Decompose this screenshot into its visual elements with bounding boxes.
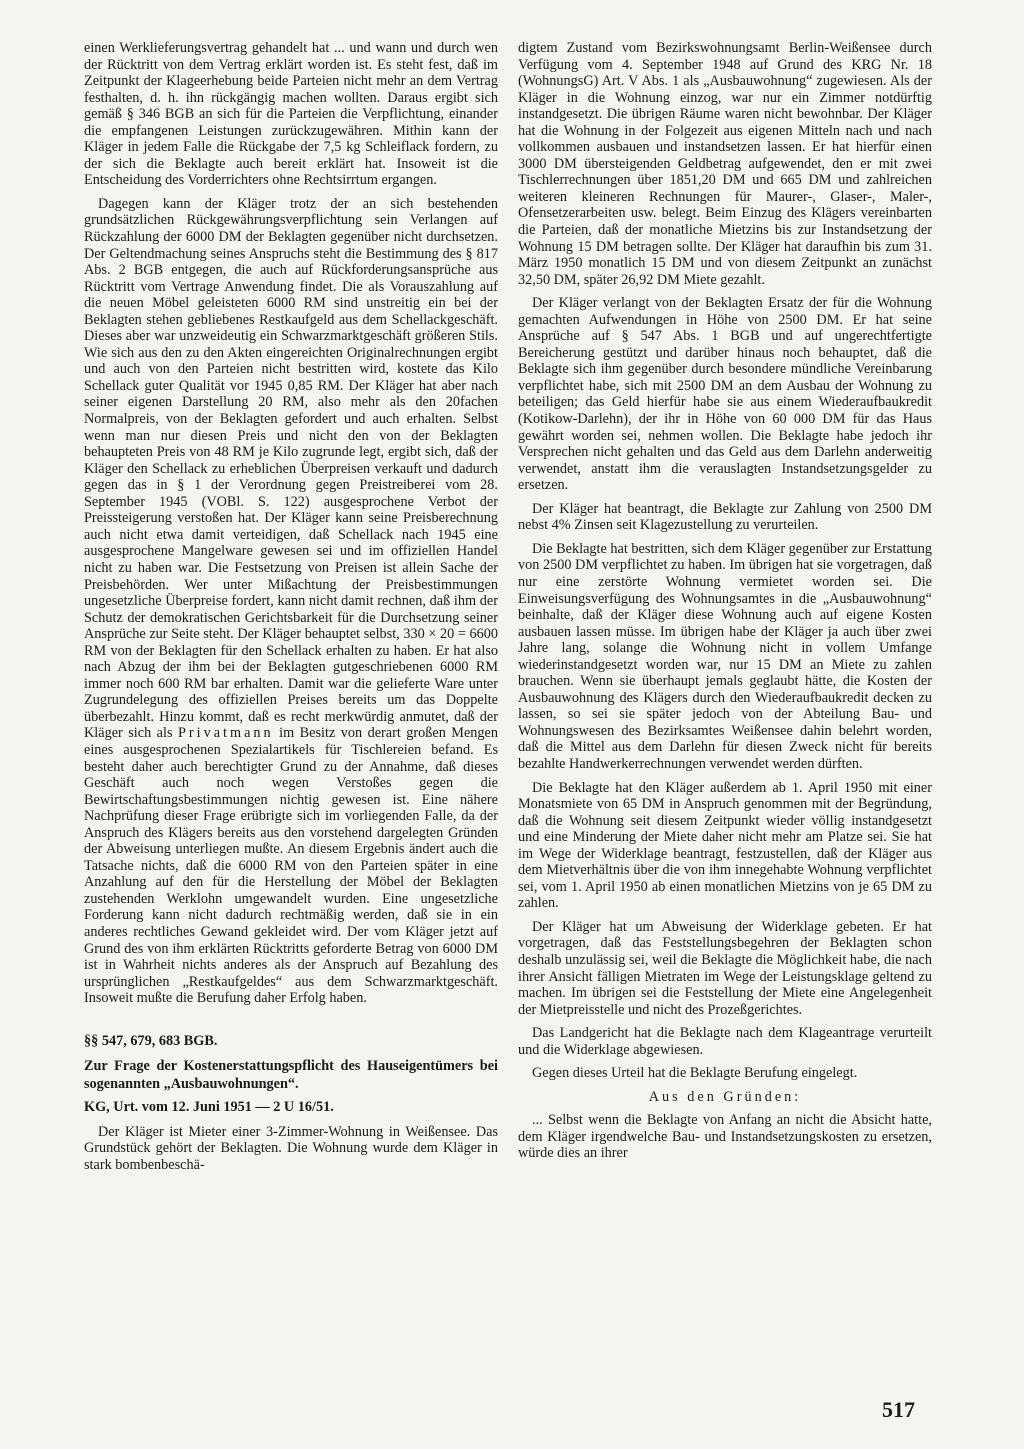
paragraph: ... Selbst wenn die Beklagte von Anfang an nicht die Absicht hatte, dem Kläger irgendwelche Bau- und Instandsetzungskosten zu ersetzen, würde dies an ihrer [518,1112,932,1162]
case-title: Zur Frage der Kostenerstattungspflicht des Hauseigentümers bei sogenannten „Ausbauwohnungen“. [84,1058,498,1092]
paragraph: Das Landgericht hat die Beklagte nach dem Klageantrage verurteilt und die Widerklage abgewiesen. [518,1025,932,1058]
left-column [84,40,498,1380]
court-reference: KG, Urt. vom 12. Juni 1951 — 2 U 16/51. [84,1099,334,1116]
paragraph: Der Kläger ist Mieter einer 3-Zimmer-Wohnung in Weißensee. Das Grundstück gehört der Beklagten. Die Wohnung wurde dem Kläger in stark bombenbeschä- [84,1123,498,1173]
paragraph [84,196,498,1007]
paragraph: Der Kläger verlangt von der Beklagten Ersatz der für die Wohnung gemachten Aufwendungen in Höhe von 2500 DM. Er hat seine Ansprüche auf § 547 Abs. 1 BGB und auf ungerechtfertigte Bereicherung gestützt und darüber hinaus noch behauptet, daß die Beklagte sich ihm gegenüber durch besondere mündliche Vereinbarung verpflichtet habe, sich mit 2500 DM an dem Ausbau der Wohnung zu beteiligen; das Geld hierfür habe sie aus einem Wiederaufbaukredit (Kotikow-Darlehn), der ihr in Höhe von 60 000 DM für das Haus gewährt worden sei, nehmen wollen. Die Beklagte habe jedoch ihr Versprechen nicht gehalten und das Geld aus dem Darlehn anderweitig verwendet, anstatt ihm die verauslagten Instandsetzungsgelder zu ersetzen. [518,295,932,494]
paragraph: Gegen dieses Urteil hat die Beklagte Berufung eingelegt. [532,1065,858,1082]
right-column [518,40,932,1410]
paragraph: einen Werklieferungsvertrag gehandelt hat ... und wann und durch wen der Rücktritt von dem Vertrag erklärt worden ist. Es steht fest, daß im Zeitpunkt der Klageerhebung beide Parteien nicht mehr an dem Vertrag festhalten, d. h. ihn rückgängig machen wollten. Daraus ergibt sich gemäß § 346 BGB an sich für die Parteien die Verpflichtung, einander die empfangenen Leistungen zurückzugewähren. Mithin kann der Kläger in jedem Falle die Rückgabe der 7,5 kg Schleiflack fordern, zu der sich die Beklagte auch bereit erklärt hat. Insoweit ist die Entscheidung des Vorderrichters ohne Rechtsirrtum ergangen. [84,40,498,189]
paragraph: Die Beklagte hat bestritten, sich dem Kläger gegenüber zur Erstattung von 2500 DM verpflichtet zu haben. Im übrigen hat sie vorgetragen, daß nur eine zerstörte Wohnung vermietet worden sei. Die Einweisungsverfügung des Wohnungsamtes in die „Ausbauwohnung“ beinhalte, daß der Kläger diese Wohnung auch auf eigene Kosten ausbauen lassen müsse. Im übrigen habe der Kläger ja auch über zwei Jahre lang, solange die Wohnung nicht in vollem Umfange wiederinstandgesetzt worden war, nur 15 DM an Miete zu zahlen brauchen. Wenn sie überhaupt jemals geglaubt hätte, die Kosten der Ausbauwohnung des Klägers durch den Wiederaufbaukredit decken zu lassen, so sei sie später jedoch von der Abteilung Bau- und Wohnungswesen des Bezirksamtes Weißensee dahin belehrt worden, daß die Mittel aus dem Darlehn für diesen Zweck nicht für bereits bezahlte Handwerkerrechnungen verwendet werden dürften. [518,540,932,772]
text-run: Dagegen kann der Kläger trotz der an sich bestehenden grundsätzlichen Rückgewährungsverpflichtung sein Verlangen auf Rückzahlung der 6000 DM der Beklagten gegenüber nicht durchsetzen. Der Geltendmachung seines Anspruchs steht die Bestimmung des § 817 Abs. 2 BGB entgegen, die auch auf Rückforderungsansprüche aus Rücktritt vom Vertrage Anwendung findet. Die als Vorauszahlung auf die neuen Möbel geleisteten 6000 RM sind unstreitig ein bei der Beklagten stehen gebliebenes Restkaufgeld aus dem Schellackgeschäft. Dieses aber war unzweideutig ein Schwarzmarktgeschäft größeren Stils. Wie sich aus den zu den Akten eingereichten Originalrechnungen ergibt und auch von den Parteien nicht bestritten wird, kostete das Kilo Schellack guter Qualität vor 1945 0,85 RM. Der Kläger hat aber nach seiner eigenen Darstellung 20 RM, also mehr als den 20fachen Normalpreis, von der Beklagten gefordert und auch erhalten. Selbst wenn man nur diesen Preis und nicht den von der Beklagten behaupteten Preis von 48 RM je Kilo zugrunde legt, ergibt sich, daß der Kläger den Schellack zu erheblichen Überpreisen verkauft und dadurch gegen das in § 1 der Verordnung gegen Preistreiberei vom 28. September 1945 (VOBl. S. 122) ausgesprochene Verbot der Preissteigerung verstoßen hat. Der Kläger kann seine Preisberechnung auch nicht etwa damit verteidigen, daß Schellack nach 1945 eine ausgesprochene Mangelware gewesen sei und im offiziellen Handel nicht zu haben war. Die Festsetzung von Preisen ist allein Sache der Preisbehörden. Wer unter Mißachtung der Preisbestimmungen ungesetzliche Überpreise fordert, kann nicht damit rechnen, daß ihm der Schutz der demokratischen Gerichtsbarkeit für die Durchsetzung seiner Ansprüche zur Seite steht. Der Kläger behauptet selbst, 330 × 20 = 6600 RM von der Beklagten für den Schellack erhalten zu haben. Er hat also nach Abzug der ihm bei der Beklagten gutgeschriebenen 6000 RM immer noch 600 RM bar erhalten. Damit war die gelieferte Ware unter Zugrundelegung des offiziellen Preises bereits um das Doppelte überbezahlt. Hinzu kommt, daß es recht merkwürdig anmutet, daß der Kläger sich als [84,195,498,742]
paragraph: Der Kläger hat um Abweisung der Widerklage gebeten. Er hat vorgetragen, daß das Feststellungsbegehren der Beklagten schon deshalb unzulässig sei, weil die Beklagte die Möglichkeit habe, die nach ihrer Ansicht fälligen Mietraten im Wege der Leistungsklage geltend zu machen. Im übrigen sei die Feststellung der Miete eine Angelegenheit der Mietpreisstelle und nicht des Prozeßgerichtes. [518,918,932,1018]
paragraph: Der Kläger hat beantragt, die Beklagte zur Zahlung von 2500 DM nebst 4% Zinsen seit Klagezustellung zu verurteilen. [518,500,932,534]
spaced-word: Privatmann [177,725,274,742]
paragraph: Die Beklagte hat den Kläger außerdem ab 1. April 1950 mit einer Monatsmiete von 65 DM in Anspruch genommen mit der Begründung, daß die Wohnung seit diesem Zeitpunkt wieder völlig instandgesetzt und eine Minderung der Miete daher nicht mehr am Platze sei. Sie hat im Wege der Widerklage beantragt, festzustellen, daß der Kläger aus dem Mietverhältnis über die von ihm innegehabte Wohnung verpflichtet sei, vom 1. April 1950 ab einen monatlichen Mietzins von je 65 DM zu zahlen. [518,779,932,912]
page-number: 517 [882,1397,915,1422]
legal-citation: §§ 547, 679, 683 BGB. [84,1032,218,1049]
section-heading: Aus den Gründen: [648,1088,802,1105]
paragraph: digtem Zustand vom Bezirkswohnungsamt Berlin-Weißensee durch Verfügung vom 4. September 1948 auf Grund des KRG Nr. 18 (WohnungsG) Art. V Abs. 1 als „Ausbauwohnung“ zugewiesen. Als der Kläger in die Wohnung einzog, war nur ein Zimmer notdürftig instandgesetzt. Die übrigen Räume waren nicht bewohnbar. Der Kläger hat die Wohnung in der Folgezeit aus eigenen Mitteln nach und nach vollkommen ausbauen und instandsetzen lassen. Er hat hierfür einen 3000 DM übersteigenden Geldbetrag aufgewendet, den er mit zwei Tischlerrechnungen über 1851,20 DM und 665 DM und zahlreichen weiteren kleineren Rechnungen für Maurer-, Glaser-, Maler-, Ofensetzerarbeiten usw. belegt. Beim Einzug des Klägers vereinbarten die Parteien, daß der monatliche Mietzins bis zur Instandsetzung der Wohnung 15 DM betragen sollte. Der Kläger hat daraufhin bis zum 31. März 1950 monatlich 15 DM und von diesem Zeitpunkt an zunächst 32,50 DM, später 26,92 DM Miete gezahlt. [518,40,932,288]
text-run: im Besitz von derart großen Mengen eines ausgesprochenen Spezialartikels für Tischlereien befand. Es besteht daher auch berechtigter Grund zu der Annahme, daß dieses Geschäft auch noch wegen Verstoßes gegen die Bewirtschaftungsbestimmungen nichtig gewesen ist. Eine nähere Nachprüfung dieser Frage erübrigte sich im vorliegenden Falle, da der Anspruch des Klägers bereits aus den vorstehend dargelegten Gründen der Abweisung unterliegen mußte. An diesem Ergebnis ändert auch die Tatsache nichts, daß die 6000 RM von den Parteien später in eine Anzahlung auf den für die Herstellung der Möbel der Beklagten zustehenden Werklohn umgewandelt wurden. Eine ungesetzliche Forderung kann nicht dadurch rechtmäßig werden, daß sie in ein anderes rechtliches Gewand gekleidet wird. Der vom Kläger jetzt auf Grund des von ihm erklärten Rücktritts geforderte Betrag von 6000 DM ist in Wahrheit nichts anderes als der Anspruch auf Bezahlung des ursprünglichen „Restkaufgeldes“ aus dem Schwarzmarktgeschäft. Insoweit mußte die Berufung daher Erfolg haben. [84,725,498,1007]
